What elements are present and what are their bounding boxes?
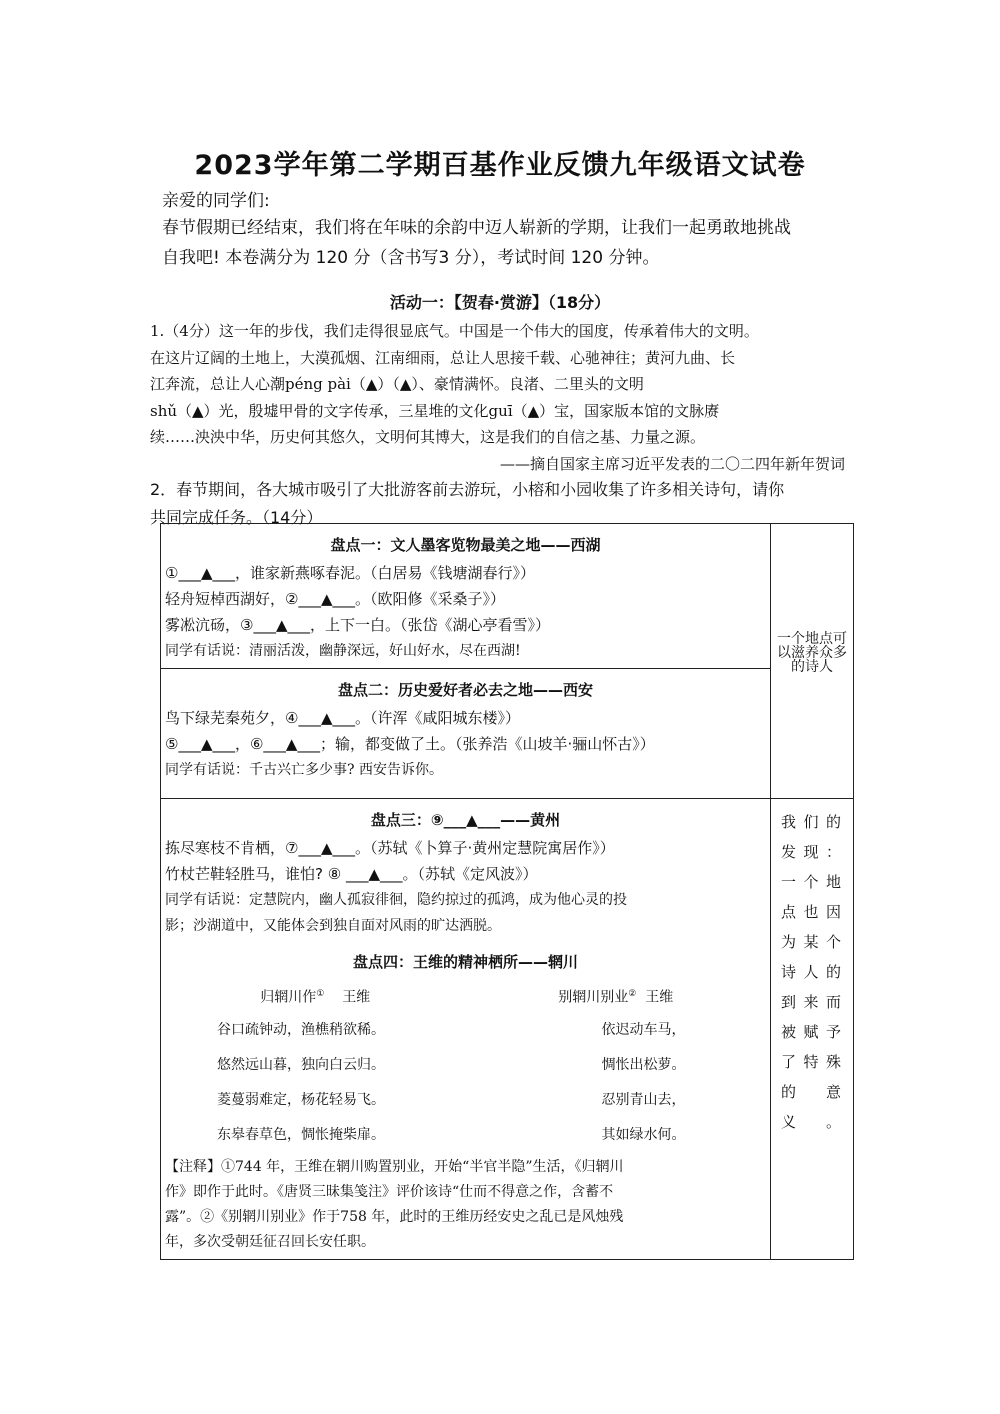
- greeting: 亲爱的同学们:: [162, 191, 270, 211]
- footnote-mark: ②: [628, 989, 637, 999]
- poem-gui-wangchuan: [165, 981, 466, 1153]
- poem-line: 其如绿水何。: [601, 1126, 686, 1143]
- section-title: 盘点四：王维的精神栖所——辋川: [352, 953, 578, 971]
- side-note-bottom: 我们的发现：一个地点也因为某个诗人的到来而被赋予了特殊的意义。: [781, 813, 843, 1131]
- poem-line: 谷口疏钟动，渔樵稍欲稀。: [217, 1021, 385, 1038]
- page-title: 2023学年第二学期百基作业反馈九年级语文试卷: [194, 150, 806, 181]
- question-1-line: 1.（4分）这一年的步伐，我们走得很显底气。中国是一个伟大的国度，传承着伟大的文明。: [150, 322, 759, 340]
- fill-blank-line: ①___▲___，谁家新燕啄春泥。（白居易《钱塘湖春行》）: [165, 564, 535, 582]
- intro-line: 自我吧! 本卷满分为 120 分（含书写3 分），考试时间 120 分钟。: [162, 248, 660, 268]
- poem-line: 忍别青山去，: [601, 1091, 686, 1108]
- poetry-table: [160, 523, 854, 1260]
- student-comment: 同学有话说：千古兴亡多少事? 西安告诉你。: [165, 762, 443, 778]
- question-2-line: 共同完成任务。（14分）: [150, 508, 323, 527]
- question-1-line: 在这片辽阔的土地上，大漠孤烟、江南细雨，总让人思接千载、心驰神往；黄河九曲、长: [150, 348, 736, 367]
- section-xihu: [161, 524, 771, 669]
- side-note-top-cell: [771, 524, 854, 799]
- question-1-line: 江奔流，总让人心潮péng pài（▲）（▲）、豪情满怀。良渚、二里头的文明: [150, 375, 644, 393]
- question-1-line: shǔ（▲）光，殷墟甲骨的文字传承，三星堆的文化guī（▲）宝，国家版本馆的文脉赓: [150, 401, 720, 420]
- poems: [165, 981, 766, 1153]
- fill-blank-line: ⑤___▲___，⑥___▲___；输，都变做了土。（张养浩《山坡羊·骊山怀古》）: [165, 735, 655, 753]
- intro-text: [162, 213, 862, 273]
- section-title: 盘点二：历史爱好者必去之地——西安: [337, 681, 593, 699]
- annotation-line: 露”。②《别辋川别业》作于758 年，此时的王维历经安史之乱已是风烛残: [165, 1208, 624, 1225]
- annotation-line: 【注释】①744 年，王维在辋川购置别业，开始“半官半隐”生活，《归辋川: [165, 1158, 624, 1175]
- fill-blank-line: 拣尽寒枝不肯栖，⑦___▲___。（苏轼《卜算子·黄州定慧院寓居作》）: [165, 839, 615, 857]
- student-comment-line: 影；沙湖道中，又能体会到独自面对风雨的旷达洒脱。: [165, 918, 501, 934]
- question-1-source: ——摘自国家主席习近平发表的二〇二四年新年贺词: [499, 454, 845, 473]
- fill-blank-line: 轻舟短棹西湖好，②___▲___。（欧阳修《采桑子》）: [165, 590, 505, 608]
- poem-line: 依迟动车马，: [601, 1021, 686, 1038]
- intro-line: 春节假期已经结束，我们将在年味的余韵中迈人崭新的学期，让我们一起勇敢地挑战: [162, 218, 791, 238]
- poem-bie-wangchuan: [466, 981, 767, 1153]
- activity-heading: 活动一：【贺春·赏游】（18分）: [389, 293, 611, 312]
- poem-line: 菱蔓弱难定，杨花轻易飞。: [217, 1091, 385, 1108]
- question-1: [150, 318, 865, 477]
- annotation: [165, 1155, 766, 1255]
- annotation-line: 作》即作于此时。《唐贤三昧集笺注》评价该诗“仕而不得意之作，含蓄不: [165, 1183, 614, 1200]
- side-note-bottom-cell: [771, 799, 854, 1260]
- section-xian: [161, 669, 771, 799]
- poem-line: 悠然远山暮，独向白云归。: [217, 1056, 385, 1073]
- section-huangzhou-wangchuan: [161, 799, 771, 1260]
- poem-author: 王维: [645, 989, 674, 1006]
- side-note-top: 一个地点可以滋养众多的诗人: [777, 631, 847, 675]
- poem-author: 王维: [342, 989, 371, 1006]
- poem-heading: [466, 981, 767, 1011]
- question-1-line: 续……泱泱中华，历史何其悠久，文明何其博大，这是我们的自信之基、力量之源。: [150, 428, 706, 446]
- fill-blank-line: 鸟下绿芜秦苑夕，④___▲___。（许浑《咸阳城东楼》）: [165, 709, 520, 727]
- poem-title: 归辋川作: [260, 989, 317, 1006]
- student-comment-line: 同学有话说：定慧院内，幽人孤寂徘徊，隐约掠过的孤鸿，成为他心灵的投: [165, 892, 627, 908]
- section-title: 盘点三：⑨___▲___——黄州: [370, 811, 561, 829]
- poem-heading: [165, 981, 466, 1011]
- annotation-line: 年，多次受朝廷征召回长安任职。: [165, 1233, 375, 1250]
- section-title: 盘点一：文人墨客览物最美之地——西湖: [330, 536, 601, 554]
- footnote-mark: ①: [316, 989, 325, 999]
- poem-line: 惆怅出松萝。: [601, 1056, 686, 1073]
- fill-blank-line: 雾凇沆砀，③___▲___，上下一白。（张岱《湖心亭看雪》）: [165, 616, 550, 634]
- poem-line: 东皋春草色，惆怅掩柴扉。: [217, 1126, 385, 1143]
- student-comment: 同学有话说：清丽活泼，幽静深远，好山好水，尽在西湖!: [165, 643, 521, 659]
- question-2-line: 2．春节期间，各大城市吸引了大批游客前去游玩，小榕和小园收集了许多相关诗句，请你: [150, 480, 785, 499]
- poem-title: 别辋川别业: [558, 989, 629, 1006]
- fill-blank-line: 竹杖芒鞋轻胜马，谁怕? ⑧ ___▲___。（苏轼《定风波》）: [165, 865, 538, 883]
